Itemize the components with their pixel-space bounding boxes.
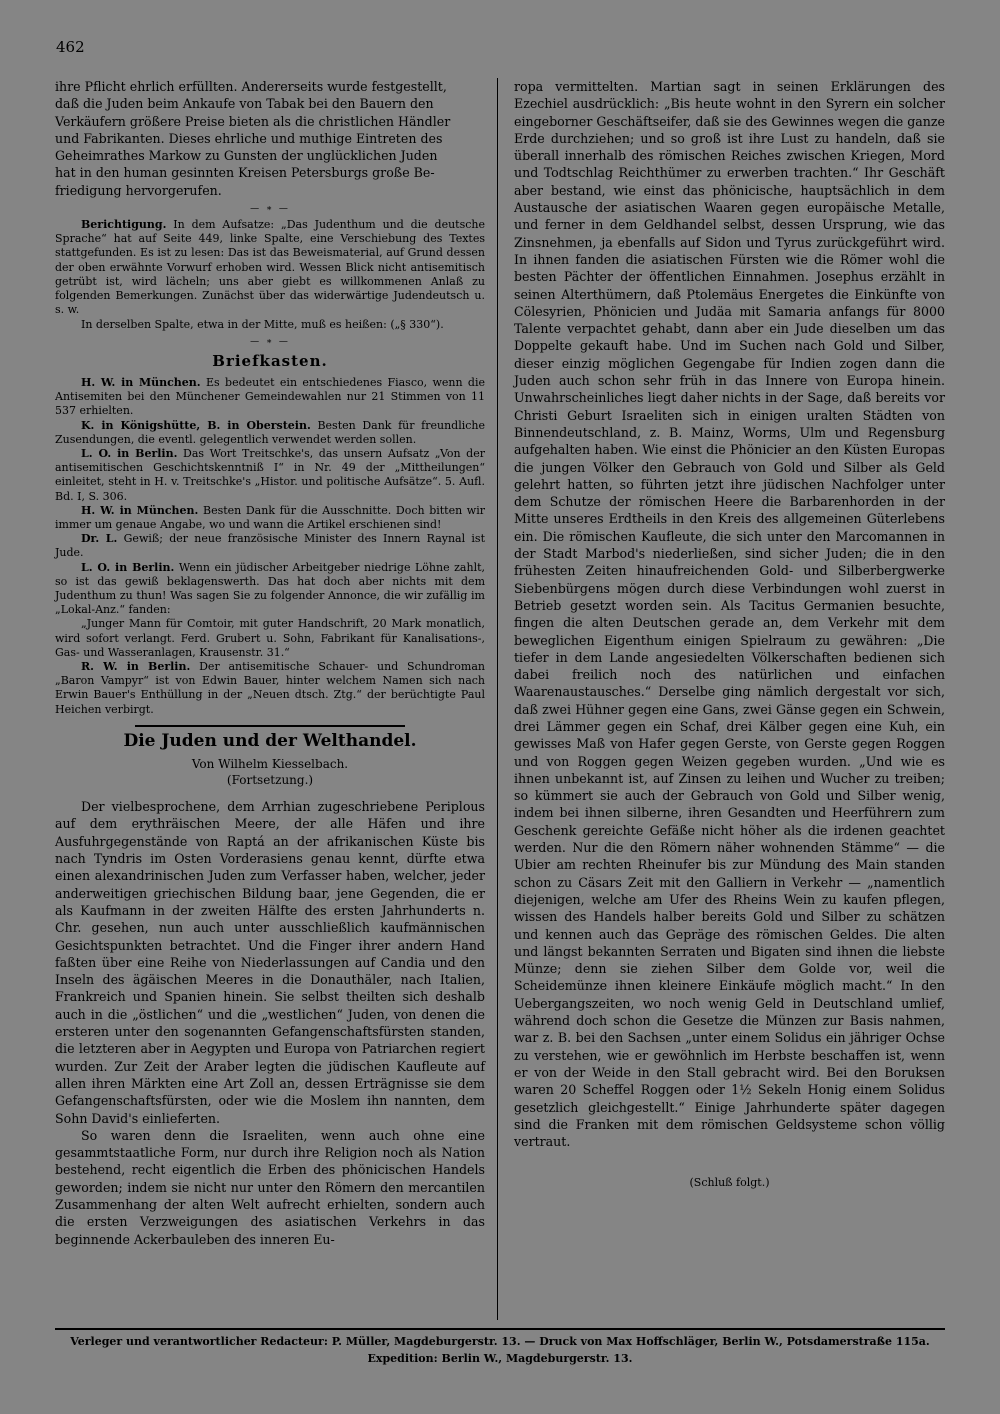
intro-line: Geheimrathes Markow zu Gunsten der unglücklichen Juden [55,148,438,164]
berichtigung-notice [55,218,485,332]
article-paragraph: ropa vermittelten. Martian sagt in seinen Erklärungen des Ezechiel ausdrücklich: „Bis heute wohnt in den Syrern ein solcher eingeborner Geschäftseifer, daß sie des Gewinnes wegen die ganze Erde durchziehen; und so groß ist ihre Lust zu handeln, daß sie überall innerhalb des römischen Reiches zwischen Kriegen, Mord und Todtschlag Reichthümer zu erwerben trachten.“ Ihr Geschäft aber bestand, wie einst das phönicische, hauptsächlich in dem Austausche der asiatischen Waaren gegen europäische Metalle, und ferner in dem Geldhandel selbst, dessen Ursprung, wie das Zinsnehmen, ja ebenfalls auf Sidon und Tyrus zurückgeführt wird. In ihnen fanden die asiatischen Fürsten wie die Römer wohl die besten Pächter der öffentlichen Einnahmen. Josephus erzählt in seinen Alterthümern, daß Ptolemäus Energetes die Einkünfte von Cölesyrien, Phönicien und Judäa mit Samaria anfangs für 8000 Talente verpachtet gehabt, dann aber ein Jude dieselben um das Doppelte gekauft habe. Und im Suchen nach Gold und Silber, dieser einzig möglichen Gegengabe für Indien zogen dann die Juden auch schon sehr früh in das Innere von Europa hinein. Unwahrscheinliches liegt daher nichts in der Sage, daß bereits vor Christi Geburt Israeliten sich in einigen uralten Städten von Binnendeutschland, z. B. Mainz, Worms, Ulm und Regensburg aufgehalten haben. Wie einst die Phönicier an den Küsten Europas die jungen Völker den Gebrauch von Gold und Silber als Geld gelehrt hatten, so führten jetzt ihre jüdischen Nachfolger unter dem Schutze der römischen Heere die Barbarenhorden in der Mitte unseres Erdtheils in den Kreis des allgemeinen Güterlebens ein. Die römischen Kaufleute, die sich unter den Marcomannen in der Stadt Marbod's niederließen, sind sicher Juden; die in den frühesten Zeiten hinaufreichenden Gold- und Silberbergwerke Siebenbürgens mögen durch diese Verbindungen wohl zuerst in Betrieb gesetzt worden sein. Als Tacitus Germanien besuchte, fingen die alten Deutschen gerade an, dem Verkehr mit dem beweglichen Eigenthum einigen Spielraum zu gewähren: „Die tiefer in dem Lande angesiedelten Völkerschaften bedienen sich dabei freilich noch des natürlichen und einfachen Waarenaustausches.“ Derselbe ging nämlich dergestalt vor sich, daß zwei Hühner gegen eine Gans, zwei Gänse gegen ein Schwein, drei Lämmer gegen ein Schaf, drei Kälber gegen eine Kuh, ein gewisses Maß von Hafer gegen Gerste, von Gerste gegen Roggen und von Roggen gegen Weizen gegeben wurden. „Und wie es ihnen unbekannt ist, auf Zinsen zu leihen und Wucher zu treiben; so kümmert sie auch der Gebrauch von Gold und Silber wenig, indem bei ihnen silberne, ihren Gesandten und Heerführern zum Geschenk gereichte Gefäße nicht höher als die irdenen geachtet werden. Nur die den Römern näher wohnenden Stämme“ — die Ubier am rechten Rheinufer bis zur Mündung des Main standen schon zu Cäsars Zeit mit den Galliern in Verkehr — „namentlich diejenigen, welche am Ufer des Rheins Wein zu kaufen pflegen, wissen des Handels halber bereits Gold und Silber zu schätzen und kennen auch das Gepräge des römischen Geldes. Die alten und längst bekannten Serraten und Bigaten sind ihnen die liebste Münze; denn sie ziehen Silber dem Golde vor, weil die Scheidemünze ihnen kleinere Einkäufe möglich macht.“ In den Uebergangszeiten, wo noch wenig Geld in Deutschland umlief, während doch schon die Gesetze die Münzen zur Basis nahmen, war z. B. bei den Sachsen „unter einem Solidus ein jähriger Ochse zu verstehen, wie er gewöhnlich im Herbste beschaffen ist, wenn er von der Weide in den Stall gebracht wird. Bei den Boruksen waren 20 Scheffel Roggen oder 1½ Sekeln Honig einem Solidus gesetzlich gleichgestellt.“ Einige Jahrhunderte später dagegen sind die Franken mit dem römischen Geldsysteme schon völlig vertraut. [514,79,945,1150]
expedition-line: Expedition: Berlin W., Magdeburgerstr. 13. [367,1352,633,1365]
intro-line: hat in den human gesinnten Kreisen Petersburgs große Be- [55,165,435,181]
briefkasten-entry: L. O. in Berlin. Wenn ein jüdischer Arbeitgeber niedrige Löhne zahlt, so ist das gewiß beklagenswerth. Das hat doch aber nichts mit dem Judenthum zu thun! Was sagen Sie zu folgender Annonce, die wir zufällig im „Lokal-Anz.“ fanden: [55,560,485,617]
briefkasten-entry: Dr. L. Gewiß; der neue französische Minister des Innern Raynal ist Jude. [55,532,485,560]
footer-rule [55,1328,945,1330]
berichtigung-correction: In derselben Spalte, etwa in der Mitte, muß es heißen: („§ 330“). [81,317,444,331]
column-rule [497,78,498,1320]
article-paragraph: So waren denn die Israeliten, wenn auch ohne eine gesammtstaatliche Form, nur durch ihre Religion noch als Nation bestehend, recht eigentlich die Erben des phönicischen Handels geworden; indem sie nicht nur unter den Römern den mercantilen Zusammenhang der alten Welt aufrecht erhielten, sondern auch die ersten Verzweigungen des asiatischen Verkehrs in das beginnende Ackerbauleben des inneren Eu- [55,1127,485,1247]
briefkasten-entry: R. W. in Berlin. Der antisemitische Schauer- und Schundroman „Baron Vampyr“ ist von Edwin Bauer, hinter welchem Namen sich nach Erwin Bauer's Enthüllung in der „Neuen dtsch. Ztg.“ der berüchtigte Paul Heichen verbirgt. [55,660,485,716]
separator: — ∗ — [250,336,290,347]
quoted-advertisement: „Junger Mann für Comtoir, mit guter Handschrift, 20 Mark monatlich, wird sofort verlangt. Ferd. Grubert u. Sohn, Fabrikant für Kanalisations-, Gas- und Wasseranlagen, Krausenstr. 31.“ [55,617,485,659]
briefkasten-entry: H. W. in München. Es bedeutet ein entschiedenes Fiasco, wenn die Antisemiten bei den Münchener Gemeindewahlen nur 21 Stimmen von 11 537 erhielten. [55,376,485,418]
berichtigung-text: In dem Aufsatze: „Das Judenthum und die deutsche Sprache“ hat auf Seite 449, linke Spalte, eine Verschiebung des Textes stattgefunden. Es ist zu lesen: Das ist das Beweismaterial, auf Grund dessen der oben erwähnte Vorwurf erhoben wird. Wessen Blick nicht antisemitisch getrübt ist, wird lächeln; uns aber giebt es willkommenen Anlaß zu folgenden Bemerkungen. Zunächst über das widerwärtige Judendeutsch u. s. w. [55,218,486,317]
briefkasten-entry: H. W. in München. Besten Dank für die Ausschnitte. Doch bitten wir immer um genaue Angabe, wo und wann die Artikel erschienen sind! [55,503,485,532]
article-rule [135,725,405,727]
to-be-concluded: (Schluß folgt.) [689,1176,770,1190]
intro-line: ihre Pflicht ehrlich erfüllten. Andererseits wurde festgestellt, [55,79,447,94]
separator: — ∗ — [250,204,290,215]
briefkasten-entry: L. O. in Berlin. Das Wort Treitschke's, das unsern Aufsatz „Von der antisemitischen Geschichtskenntniß I“ in Nr. 49 der „Mittheilungen“ einleitet, steht in H. v. Treitschke's „Histor. und politische Aufsätze“. 5. Aufl. Bd. I, S. 306. [55,447,485,503]
briefkasten-list [55,376,485,717]
left-column [55,78,485,1248]
page-number: 462 [56,38,85,56]
intro-line: und Fabrikanten. Dieses ehrliche und muthige Eintreten des [55,130,443,146]
intro-line: friedigung hervorgerufen. [55,182,222,198]
briefkasten-entry: K. in Königshütte, B. in Oberstein. Besten Dank für freundliche Zusendungen, die eventl. gelegentlich verwendet werden sollen. [55,418,486,446]
article-paragraph: Der vielbesprochene, dem Arrhian zugeschriebene Periplous auf dem erythräischen Meere, der alle Häfen und ihre Ausfuhrgegenstände von Raptá an der afrikanischen Küste bis nach Tyndris im Osten Vorderasiens genau kennt, dürfte etwa einen alexandrinischen Juden zum Verfasser haben, welcher, jeder anderweitigen griechischen Bildung baar, jene Gegenden, die er als Kaufmann in der zweiten Hälfte des ersten Jahrhunderts n. Chr. gesehen, nun auch unter ausschließlich kaufmännischen Gesichtspunkten betrachtet. Und die Finger ihrer andern Hand faßten über eine Reihe von Niederlassungen auf Candia und den Inseln des ägäischen Meeres in die Donauthäler, nach Italien, Frankreich und Spanien hinein. Sie selbst theilten sich deshalb auch in die „östlichen“ und die „westlichen“ Juden, von denen die ersteren unter den sogenannten Gefangenschaftsfürsten standen, die letzteren aber in Aegypten und Europa von Patriarchen regiert wurden. Zur Zeit der Araber legten die jüdischen Kaufleute auf allen ihren Märkten eine Art Zoll an, dessen Erträgnisse sie dem Gefangenschaftsfürsten, oder wie die Moslem ihn nannten, dem Sohn David's einlieferten. [55,799,485,1126]
right-column [514,78,945,1192]
article-title: Die Juden und der Welthandel. [123,730,417,751]
imprint-line: Verleger und verantwortlicher Redacteur: P. Müller, Magdeburgerstr. 13. — Druck von Max Hoffschläger, Berlin W., Potsdamerstraße 115a. [70,1335,930,1348]
intro-line: Verkäufern größere Preise bieten als die christlichen Händler [55,113,451,129]
intro-line: daß die Juden beim Ankaufe von Tabak bei den Bauern den [55,96,434,112]
article-continuation: (Fortsetzung.) [226,773,314,788]
briefkasten-title: Briefkasten. [212,351,328,370]
berichtigung-heading: Berichtigung. [81,218,167,232]
article-byline: Von Wilhelm Kiesselbach. [191,757,349,772]
